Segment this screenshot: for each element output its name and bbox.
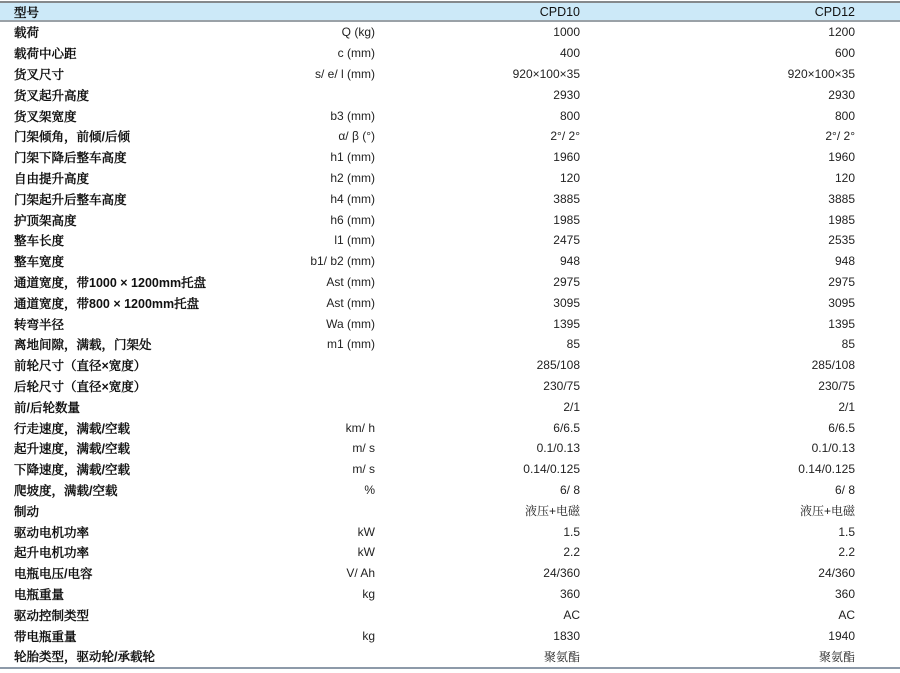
table-row — [0, 604, 900, 625]
spec-table — [0, 1, 900, 669]
spec-label-cell: 自由提升高度 — [14, 171, 90, 186]
spec-value-cpd12: 600 — [834, 46, 855, 61]
spec-value-cpd12: 800 — [834, 108, 855, 123]
spec-label-cell: 行走速度，满载/空载 — [14, 421, 130, 436]
spec-value-cpd10: 6/ 8 — [559, 482, 580, 497]
spec-value-cpd10: 3095 — [553, 295, 580, 310]
spec-label-cell: 驱动电机功率 — [14, 525, 90, 540]
spec-unit-cell: kg — [362, 586, 375, 601]
header-column-cpd12: CPD12 — [814, 5, 855, 19]
spec-value-cpd10: 液压+电磁 — [524, 504, 580, 519]
spec-value-cpd12: 聚氨酯 — [818, 649, 855, 664]
spec-label-cell: 载荷中心距 — [14, 47, 77, 62]
spec-unit-cell: c (mm) — [337, 46, 375, 61]
spec-value-cpd10: 1.5 — [563, 524, 580, 539]
spec-unit-cell: Ast (mm) — [326, 274, 375, 289]
spec-value-cpd12: 1395 — [828, 316, 855, 331]
spec-unit-cell: m1 (mm) — [327, 337, 375, 352]
spec-value-cpd10: 2975 — [553, 274, 580, 289]
spec-value-cpd10: 0.14/0.125 — [523, 462, 580, 477]
spec-value-cpd12: 3885 — [828, 191, 855, 206]
spec-value-cpd10: 2°/ 2° — [550, 129, 580, 144]
spec-value-cpd10: 1985 — [553, 212, 580, 227]
spec-label-cell: 制动 — [14, 504, 40, 519]
spec-value-cpd10: 2.2 — [563, 545, 580, 560]
spec-unit-cell: h4 (mm) — [330, 191, 375, 206]
spec-value-cpd12: 120 — [834, 170, 855, 185]
header-model-label: 型号 — [14, 6, 40, 20]
spec-unit-cell: Ast (mm) — [326, 295, 375, 310]
spec-unit-cell: α/ β (°) — [338, 129, 375, 144]
spec-table-header-row — [0, 3, 900, 22]
spec-unit-cell: m/ s — [352, 441, 375, 456]
table-row — [0, 438, 900, 459]
spec-label-cell: 前/后轮数量 — [14, 400, 80, 415]
table-row — [0, 646, 900, 667]
table-row — [0, 126, 900, 147]
table-row — [0, 500, 900, 521]
table-row — [0, 563, 900, 584]
spec-value-cpd10: 6/6.5 — [553, 420, 580, 435]
spec-unit-cell: h1 (mm) — [330, 150, 375, 165]
table-row — [0, 188, 900, 209]
spec-value-cpd12: AC — [838, 607, 855, 622]
spec-value-cpd12: 1.5 — [838, 524, 855, 539]
table-row — [0, 209, 900, 230]
spec-label-cell: 下降速度，满载/空载 — [14, 463, 130, 478]
spec-value-cpd12: 24/360 — [818, 566, 855, 581]
spec-value-cpd10: 24/360 — [543, 566, 580, 581]
spec-label-cell: 门架起升后整车高度 — [14, 192, 127, 207]
spec-value-cpd10: 1830 — [553, 628, 580, 643]
spec-value-cpd12: 0.14/0.125 — [798, 462, 855, 477]
spec-value-cpd10: 1960 — [553, 150, 580, 165]
spec-value-cpd12: 2.2 — [838, 545, 855, 560]
table-row — [0, 230, 900, 251]
spec-value-cpd12: 1960 — [828, 150, 855, 165]
spec-value-cpd12: 2535 — [828, 233, 855, 248]
spec-label-cell: 载荷 — [14, 26, 40, 41]
table-row — [0, 251, 900, 272]
table-row — [0, 417, 900, 438]
spec-label-cell: 后轮尺寸（直径×宽度） — [14, 379, 147, 394]
spec-value-cpd12: 6/ 8 — [834, 482, 855, 497]
spec-label-cell: 爬坡度，满载/空载 — [14, 483, 118, 498]
spec-label-cell: 货叉架宽度 — [14, 109, 77, 124]
table-row — [0, 43, 900, 64]
table-row — [0, 480, 900, 501]
spec-unit-cell: km/ h — [345, 420, 375, 435]
table-row — [0, 584, 900, 605]
spec-label-cell: 电瓶电压/电容 — [14, 567, 93, 582]
spec-label-cell: 电瓶重量 — [14, 587, 65, 602]
spec-label-cell: 转弯半径 — [14, 317, 65, 332]
spec-unit-cell: % — [364, 482, 375, 497]
spec-label-cell: 货叉起升高度 — [14, 88, 90, 103]
spec-label-cell: 起升电机功率 — [14, 546, 90, 561]
spec-value-cpd12: 230/75 — [818, 378, 855, 393]
spec-unit-cell: l1 (mm) — [334, 233, 375, 248]
spec-value-cpd12: 85 — [841, 337, 855, 352]
spec-unit-cell: h2 (mm) — [330, 170, 375, 185]
spec-value-cpd10: 400 — [559, 46, 580, 61]
spec-value-cpd12: 1985 — [828, 212, 855, 227]
spec-value-cpd12: 1940 — [828, 628, 855, 643]
spec-value-cpd12: 2/1 — [838, 399, 855, 414]
spec-unit-cell: s/ e/ l (mm) — [315, 66, 375, 81]
spec-value-cpd12: 360 — [834, 586, 855, 601]
spec-value-cpd12: 2975 — [828, 274, 855, 289]
spec-label-cell: 起升速度，满载/空载 — [14, 442, 130, 457]
spec-value-cpd12: 液压+电磁 — [799, 504, 855, 519]
spec-label-cell: 整车宽度 — [14, 255, 65, 270]
spec-value-cpd12: 6/6.5 — [828, 420, 855, 435]
table-row — [0, 376, 900, 397]
spec-value-cpd10: 0.1/0.13 — [536, 441, 580, 456]
table-row — [0, 521, 900, 542]
table-row — [0, 147, 900, 168]
spec-value-cpd10: 920×100×35 — [512, 66, 580, 81]
spec-unit-cell: b1/ b2 (mm) — [310, 254, 375, 269]
table-row — [0, 313, 900, 334]
table-row — [0, 396, 900, 417]
spec-label-cell: 货叉尺寸 — [14, 67, 65, 82]
spec-unit-cell: h6 (mm) — [330, 212, 375, 227]
spec-label-cell: 通道宽度，带1000 × 1200mm托盘 — [14, 275, 207, 290]
table-row — [0, 542, 900, 563]
spec-value-cpd10: 2/1 — [563, 399, 580, 414]
spec-value-cpd12: 920×100×35 — [787, 66, 855, 81]
spec-value-cpd12: 285/108 — [811, 358, 855, 373]
table-row — [0, 84, 900, 105]
table-row — [0, 22, 900, 43]
spec-value-cpd10: 285/108 — [536, 358, 580, 373]
spec-unit-cell: b3 (mm) — [330, 108, 375, 123]
spec-value-cpd10: 800 — [559, 108, 580, 123]
table-row — [0, 168, 900, 189]
spec-label-cell: 门架倾角，前倾/后倾 — [14, 130, 130, 145]
table-row — [0, 459, 900, 480]
spec-value-cpd12: 1200 — [828, 25, 855, 40]
spec-value-cpd12: 2°/ 2° — [825, 129, 855, 144]
table-row — [0, 272, 900, 293]
spec-value-cpd10: 1395 — [553, 316, 580, 331]
spec-value-cpd10: 2475 — [553, 233, 580, 248]
spec-value-cpd10: 3885 — [553, 191, 580, 206]
spec-value-cpd10: 360 — [559, 586, 580, 601]
spec-value-cpd10: 2930 — [553, 87, 580, 102]
spec-label-cell: 门架下降后整车高度 — [14, 151, 127, 166]
spec-unit-cell: V/ Ah — [346, 566, 375, 581]
spec-value-cpd10: AC — [563, 607, 580, 622]
spec-value-cpd10: 230/75 — [543, 378, 580, 393]
spec-label-cell: 前轮尺寸（直径×宽度） — [14, 359, 147, 374]
spec-label-cell: 轮胎类型，驱动轮/承载轮 — [14, 650, 155, 665]
spec-value-cpd10: 120 — [559, 170, 580, 185]
spec-unit-cell: kW — [357, 524, 375, 539]
spec-label-cell: 护顶架高度 — [14, 213, 77, 228]
spec-unit-cell: Q (kg) — [341, 25, 375, 40]
table-row — [0, 292, 900, 313]
spec-value-cpd10: 聚氨酯 — [543, 649, 580, 664]
spec-unit-cell: m/ s — [352, 462, 375, 477]
spec-label-cell: 驱动控制类型 — [14, 608, 90, 623]
spec-label-cell: 整车长度 — [14, 234, 65, 249]
spec-value-cpd12: 3095 — [828, 295, 855, 310]
table-row — [0, 105, 900, 126]
spec-label-cell: 通道宽度，带800 × 1200mm托盘 — [14, 296, 200, 311]
spec-value-cpd12: 948 — [834, 254, 855, 269]
spec-label-cell: 带电瓶重量 — [14, 629, 77, 644]
spec-value-cpd12: 2930 — [828, 87, 855, 102]
spec-value-cpd10: 85 — [566, 337, 580, 352]
spec-value-cpd10: 1000 — [553, 25, 580, 40]
spec-label-cell: 离地间隙，满载，门架处 — [14, 338, 152, 353]
spec-value-cpd12: 0.1/0.13 — [811, 441, 855, 456]
table-row — [0, 64, 900, 85]
spec-value-cpd10: 948 — [559, 254, 580, 269]
spec-unit-cell: kW — [357, 545, 375, 560]
header-column-cpd10: CPD10 — [539, 5, 580, 19]
spec-unit-cell: kg — [362, 628, 375, 643]
table-row — [0, 625, 900, 646]
table-row — [0, 334, 900, 355]
spec-unit-cell: Wa (mm) — [326, 316, 375, 331]
spec-table-body — [0, 22, 900, 667]
table-row — [0, 355, 900, 376]
